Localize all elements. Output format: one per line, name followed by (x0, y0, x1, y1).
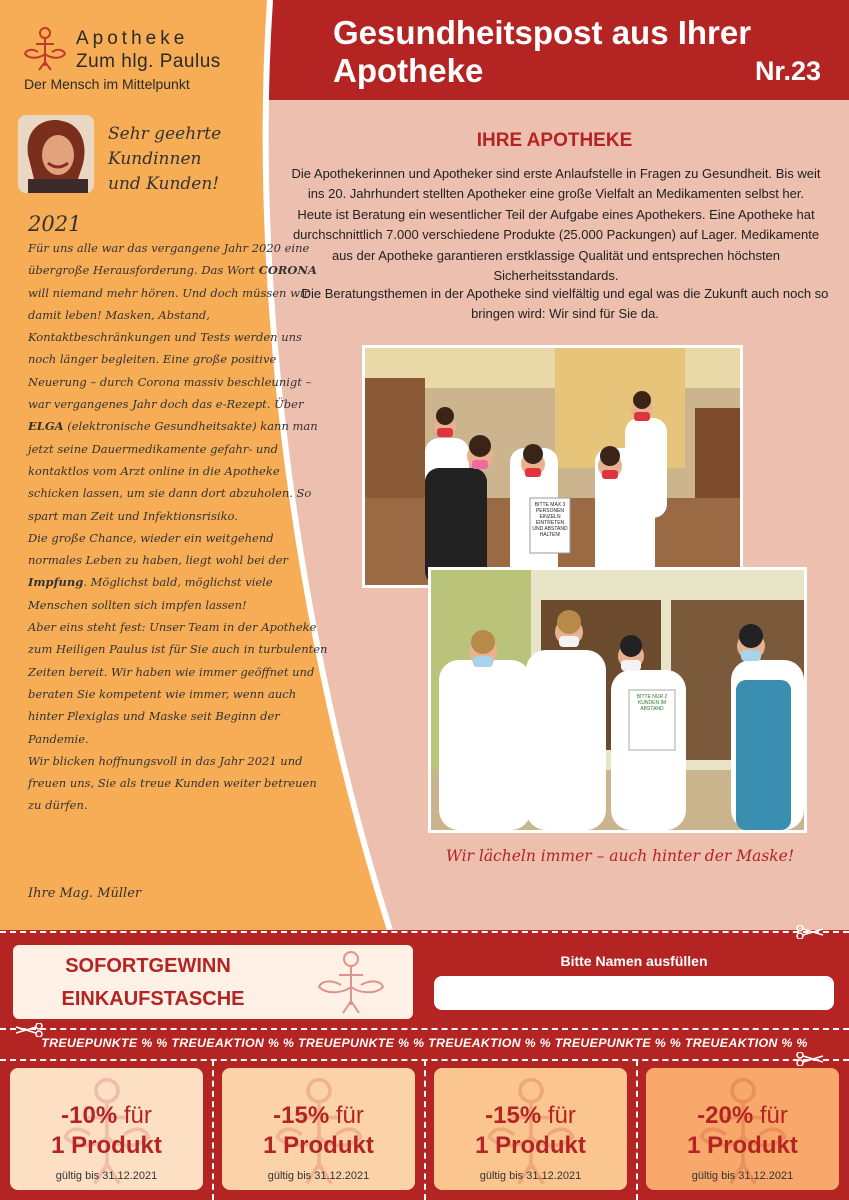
instant-win-box (13, 945, 413, 1019)
letter-body (28, 237, 328, 817)
coupon-discount: -20% für (697, 1102, 788, 1129)
discount-coupon[interactable] (434, 1068, 627, 1190)
person-logo-icon (22, 26, 68, 74)
person-logo-icon (315, 949, 387, 1015)
discount-coupon[interactable] (222, 1068, 415, 1190)
photo-sign-1: BITTE MAX 3 PERSONEN EINZELN EINTRETEN UND ABSTAND HALTEN! (532, 502, 568, 538)
letter-paragraph-3: Aber eins steht fest: Unser Team in der Apotheke zum Heiligen Paulus ist für Sie auch in turbulenten Zeiten bereit. Wir haben wie immer geöffnet und beraten Sie kompetent wie immer, wenn auch hinter Plexiglas und Maske seit Beginn der Pandemie. (28, 620, 328, 746)
coupon-discount: -10% für (61, 1102, 152, 1129)
newsletter-title: Gesundheitspost aus Ihrer Apotheke (333, 14, 752, 89)
photo-caption: Wir lächeln immer – auch hinter der Maske! (445, 847, 795, 865)
scissors-icon (14, 1023, 44, 1037)
coupon-product: 1 Produkt (687, 1132, 798, 1159)
section-paragraph-1: Die Apothekerinnen und Apotheker sind erste Anlaufstelle in Fragen zu Gesundheit. Bis weit ins 20. Jahrhundert stellten Apotheker eine große Vielfalt an Medikamenten selbst her. Heute ist Beratung ein wesentlicher Teil der Aufgabe eines Apothekers. Eine Apotheke hat durchschnittlich 7.000 verschiedene Produkte (25.000 Packungen) auf Lager. Medikamente aus der Apotheke garantieren erstklassige Qualität und entsprechen höchsten Sicherheitsstandards. (291, 166, 821, 284)
coupon-product: 1 Produkt (263, 1132, 374, 1159)
logo-line-apotheke: Apotheke (76, 28, 189, 49)
instant-win-title-2: EINKAUFSTASCHE (61, 988, 245, 1010)
logo-slogan: Der Mensch im Mittelpunkt (24, 76, 190, 92)
cut-line-top (0, 931, 849, 933)
name-field-label: Bitte Namen ausfüllen (560, 953, 708, 969)
team-photo-2-image (431, 570, 804, 830)
team-photo-1 (362, 345, 743, 588)
coupon-divider (636, 1060, 638, 1200)
section-paragraph-2: Die Beratungsthemen in der Apotheke sind vielfältig und egal was die Zukunft auch noch so bringen wird: Wir sind für Sie da. (301, 286, 829, 322)
letter-paragraph-2: Die große Chance, wieder ein weitgehend normales Leben zu haben, liegt wohl bei der Impfung. Möglichst bald, möglichst viele Menschen sollten sich impfen lassen! (28, 530, 289, 612)
instant-win-title-1: SOFORTGEWINN (65, 955, 231, 977)
coupon-validity: gültig bis 31.12.2021 (267, 1170, 370, 1182)
coupon-validity: gültig bis 31.12.2021 (691, 1170, 794, 1182)
discount-coupon[interactable] (646, 1068, 839, 1190)
coupon-validity: gültig bis 31.12.2021 (55, 1170, 158, 1182)
coupon-discount: -15% für (485, 1102, 576, 1129)
issue-number: Nr.23 (754, 56, 821, 86)
discount-coupon[interactable] (10, 1068, 203, 1190)
logo-line-name: Zum hlg. Paulus (76, 51, 221, 72)
cut-line-middle (0, 1028, 849, 1030)
pharmacy-logo (20, 24, 230, 94)
greeting-text: Sehr geehrte Kundinnen und Kunden! (108, 124, 222, 194)
letter-signature: Ihre Mag. Müller (28, 886, 142, 901)
letter-year: 2021 (28, 212, 82, 236)
coupon-divider (212, 1060, 214, 1200)
team-photo-2 (428, 567, 807, 833)
coupon-product: 1 Produkt (51, 1132, 162, 1159)
photo-sign-2: BITTE NUR 2 KUNDEN IM ABSTAND (636, 694, 668, 712)
coupon-validity: gültig bis 31.12.2021 (479, 1170, 582, 1182)
loyalty-strip: TREUEPUNKTE % % TREUEAKTION % % TREUEPUNKTE % % TREUEAKTION % % TREUEPUNKTE % % TREUEAKTION % % (41, 1036, 808, 1050)
team-photo-1-image (365, 348, 740, 585)
name-input[interactable] (434, 976, 834, 1010)
section-title: IHRE APOTHEKE (476, 130, 633, 151)
author-portrait (18, 115, 94, 193)
coupon-divider (424, 1060, 426, 1200)
letter-paragraph-1: Für uns alle war das vergangene Jahr 2020 eine übergroße Herausforderung. Das Wort CORONA will niemand mehr hören. Und doch müssen wir damit leben! Masken, Abstand, Kontaktbeschränkungen und Tests werden uns noch länger begleiten. Eine große positive Neuerung – durch Corona massiv beschleunigt – war vergangenes Jahr doch das e-Rezept. Über ELGA (elektronische Gesundheitsakte) kann man jetzt seine Dauermedikamente gefahr- und kontaktlos vom Arzt online in die Apotheke schicken lassen, um sie dann dort abzuholen. So spart man Zeit und Infektionsrisiko. (28, 241, 318, 523)
coupon-discount: -15% für (273, 1102, 364, 1129)
coupon-product: 1 Produkt (475, 1132, 586, 1159)
portrait-image (18, 115, 94, 193)
letter-paragraph-4: Wir blicken hoffnungsvoll in das Jahr 2021 und freuen uns, Sie als treue Kunden weiter betreuen zu dürfen. (28, 753, 317, 813)
scissors-icon (795, 925, 825, 939)
